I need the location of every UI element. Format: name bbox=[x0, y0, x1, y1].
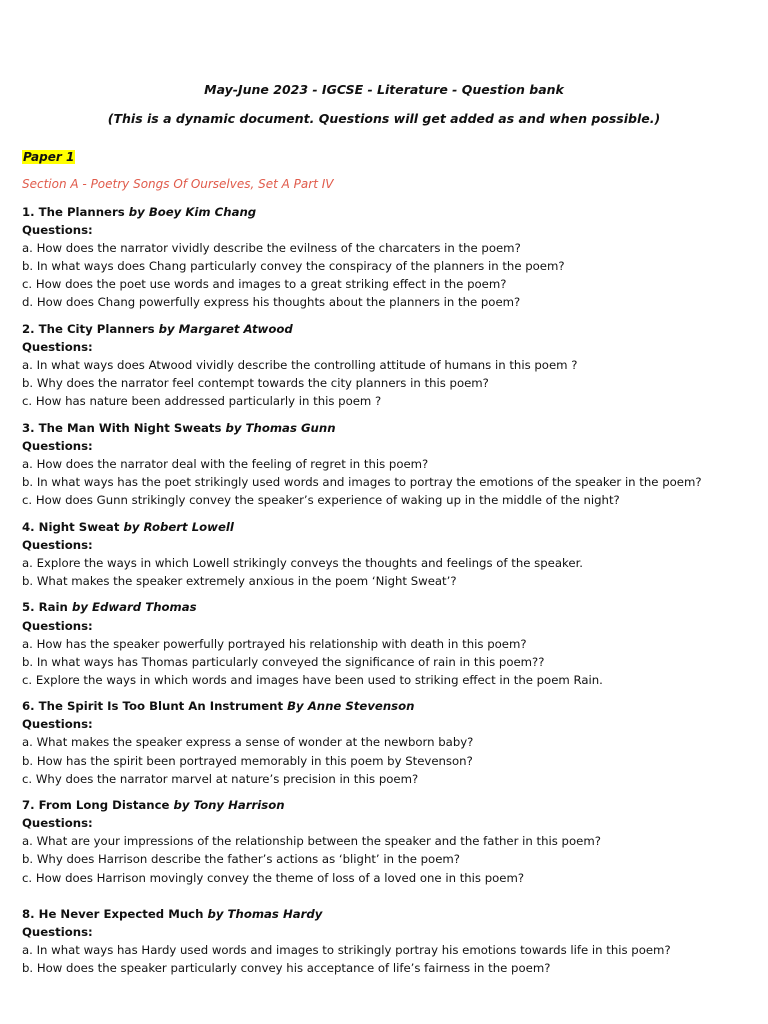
poem-title: From Long Distance bbox=[38, 798, 174, 813]
question-item: c. How does Gunn strikingly convey the speaker’s experience of waking up in the middle of the night? bbox=[22, 493, 620, 508]
question-item: b. Why does Harrison describe the father’s actions as ‘blight’ in the poem? bbox=[22, 852, 460, 867]
poem-heading bbox=[22, 518, 752, 536]
question-item: c. Why does the narrator marvel at nature’s precision in this poem? bbox=[22, 771, 419, 786]
poem-title: The Man With Night Sweats bbox=[38, 420, 226, 435]
document-subtitle: (This is a dynamic document. Questions will get added as and when possible.) bbox=[107, 111, 661, 126]
poem-author: by Tony Harrison bbox=[173, 798, 285, 813]
poem-title: He Never Expected Much bbox=[38, 906, 208, 921]
poem-spacer bbox=[22, 689, 752, 697]
poem-author: by Robert Lowell bbox=[123, 519, 234, 534]
question-item: d. How does Chang powerfully express his thoughts about the planners in the poem? bbox=[22, 295, 521, 310]
poem-author: by Edward Thomas bbox=[71, 600, 197, 615]
questions-label: Questions: bbox=[22, 816, 93, 831]
question-item: c. Explore the ways in which words and images have been used to striking effect in the poem Rain. bbox=[22, 672, 603, 687]
question-item: b. How does the speaker particularly convey his acceptance of life’s fairness in the poem? bbox=[22, 960, 551, 975]
poem-heading bbox=[22, 419, 752, 437]
poem-title: The Spirit Is Too Blunt An Instrument bbox=[38, 699, 288, 714]
poem-number: 3. bbox=[22, 420, 39, 435]
poem-spacer bbox=[22, 887, 752, 905]
section-heading: Section A - Poetry Songs Of Ourselves, Set A Part IV bbox=[22, 177, 334, 191]
question-item: a. What are your impressions of the relationship between the speaker and the father in this poem? bbox=[22, 834, 601, 849]
question-item: a. How does the narrator vividly describe the evilness of the charcaters in the poem? bbox=[22, 241, 521, 256]
poem-heading bbox=[22, 697, 752, 715]
poem-block bbox=[22, 598, 752, 688]
question-item: a. In what ways does Atwood vividly describe the controlling attitude of humans in this poem ? bbox=[22, 358, 578, 373]
poem-heading bbox=[22, 320, 752, 338]
poem-number: 8. bbox=[22, 906, 39, 921]
document-title: May-June 2023 - IGCSE - Literature - Question bank bbox=[204, 82, 564, 97]
poem-heading bbox=[22, 598, 752, 616]
question-item: a. How has the speaker powerfully portrayed his relationship with death in this poem? bbox=[22, 636, 527, 651]
poem-spacer bbox=[22, 410, 752, 418]
poem-title: Rain bbox=[38, 600, 72, 615]
poem-number: 1. bbox=[22, 205, 39, 219]
poem-list bbox=[22, 203, 752, 977]
question-item: a. Explore the ways in which Lowell strikingly conveys the thoughts and feelings of the speaker. bbox=[22, 555, 584, 570]
poem-block bbox=[22, 320, 752, 410]
question-item: c. How does the poet use words and images to a great striking effect in the poem? bbox=[22, 277, 507, 292]
poem-author: by Margaret Atwood bbox=[158, 321, 293, 336]
poem-heading bbox=[22, 905, 752, 923]
poem-author: By Anne Stevenson bbox=[287, 699, 415, 714]
poem-number: 7. bbox=[22, 798, 39, 813]
poem-spacer bbox=[22, 509, 752, 517]
questions-label: Questions: bbox=[22, 340, 93, 355]
questions-label: Questions: bbox=[22, 223, 93, 238]
questions-label: Questions: bbox=[22, 618, 93, 633]
question-item: a. What makes the speaker express a sense of wonder at the newborn baby? bbox=[22, 735, 474, 750]
poem-title: The City Planners bbox=[38, 321, 159, 336]
poem-number: 2. bbox=[22, 321, 39, 336]
question-item: b. In what ways does Chang particularly convey the conspiracy of the planners in the poem? bbox=[22, 259, 565, 274]
poem-spacer bbox=[22, 312, 752, 320]
questions-label: Questions: bbox=[22, 537, 93, 552]
poem-block bbox=[22, 518, 752, 590]
question-item: a. How does the narrator deal with the feeling of regret in this poem? bbox=[22, 457, 429, 471]
questions-label: Questions: bbox=[22, 924, 93, 939]
poem-author: by Thomas Gunn bbox=[225, 420, 336, 435]
question-item: b. In what ways has Thomas particularly conveyed the significance of rain in this poem?? bbox=[22, 654, 545, 669]
poem-block bbox=[22, 203, 752, 312]
poem-number: 4. bbox=[22, 519, 39, 534]
poem-block bbox=[22, 905, 752, 977]
poem-block bbox=[22, 419, 752, 509]
poem-title: The Planners bbox=[38, 205, 129, 219]
question-item: c. How does Harrison movingly convey the theme of loss of a loved one in this poem? bbox=[22, 870, 525, 885]
question-item: b. How has the spirit been portrayed memorably in this poem by Stevenson? bbox=[22, 753, 473, 768]
question-item: b. In what ways has the poet strikingly used words and images to portray the emotions of the speaker in the poem? bbox=[22, 475, 702, 490]
poem-title: Night Sweat bbox=[38, 519, 124, 534]
poem-heading bbox=[22, 203, 752, 221]
question-item: c. How has nature been addressed particularly in this poem ? bbox=[22, 394, 382, 409]
poem-number: 5. bbox=[22, 600, 39, 615]
poem-spacer bbox=[22, 788, 752, 796]
poem-author: by Thomas Hardy bbox=[207, 906, 323, 921]
questions-label: Questions: bbox=[22, 717, 93, 732]
poem-spacer bbox=[22, 590, 752, 598]
paper-label: Paper 1 bbox=[23, 150, 75, 164]
poem-block bbox=[22, 796, 752, 886]
question-item: b. Why does the narrator feel contempt towards the city planners in this poem? bbox=[22, 376, 489, 391]
question-item: b. What makes the speaker extremely anxious in the poem ‘Night Sweat’? bbox=[22, 573, 457, 588]
poem-number: 6. bbox=[22, 699, 39, 714]
poem-block bbox=[22, 697, 752, 787]
poem-author: by Boey Kim Chang bbox=[128, 205, 257, 219]
questions-label: Questions: bbox=[22, 438, 93, 453]
question-item: a. In what ways has Hardy used words and images to strikingly portray his emotions towards life in this poem? bbox=[22, 942, 671, 957]
poem-heading bbox=[22, 796, 752, 814]
